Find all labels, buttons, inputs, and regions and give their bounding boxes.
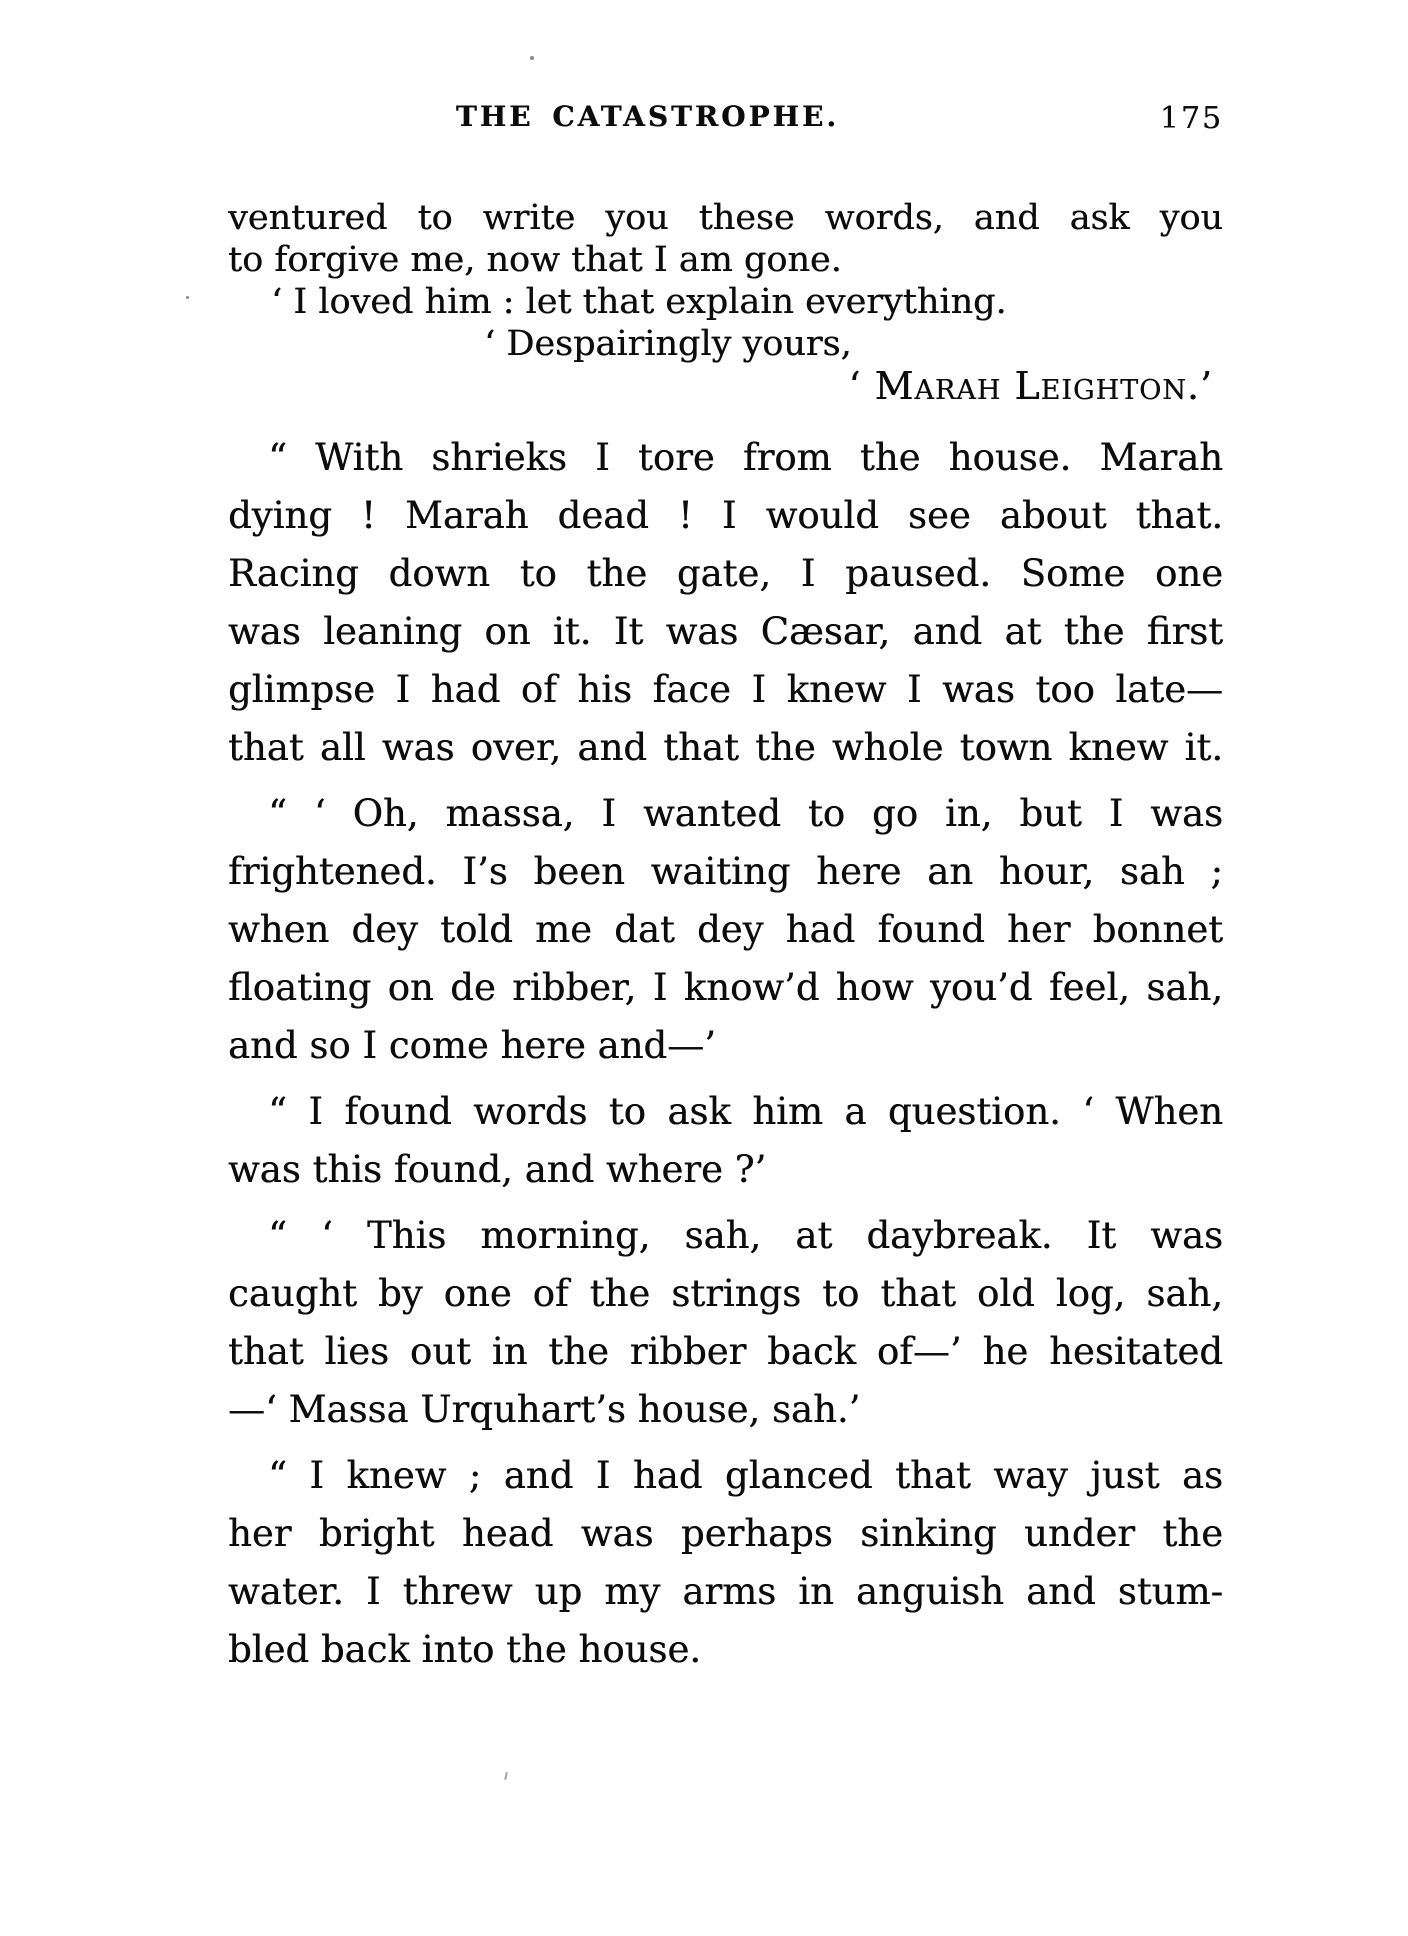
page-text-block (228, 197, 1223, 1679)
paragraph (228, 1207, 1223, 1439)
scan-speck (530, 56, 534, 60)
letter-line: to forgive me, now that I am gone. (228, 240, 842, 280)
text-line: bled back into the house. (228, 1628, 702, 1671)
text-line: frightened. I’s been waiting here an hour, sah ; (228, 850, 1223, 893)
text-line: that lies out in the ribber back of—’ he hesitated (228, 1330, 1223, 1373)
text-line: “ ‘ This morning, sah, at daybreak. It was (268, 1214, 1223, 1257)
running-header (228, 100, 1223, 140)
paragraph (228, 429, 1223, 777)
text-line: glimpse I had of his face I knew I was too late— (228, 668, 1223, 711)
scan-speck (504, 1772, 508, 1780)
letter-closing-block (228, 197, 1223, 407)
text-line: dying ! Marah dead ! I would see about that. (228, 494, 1223, 537)
text-line: was this found, and where ?’ (228, 1148, 767, 1191)
text-line: “ ‘ Oh, massa, I wanted to go in, but I was (268, 792, 1223, 835)
scan-speck (186, 296, 189, 299)
paragraph (228, 1447, 1223, 1679)
chapter-title: THE CATASTROPHE. (455, 100, 840, 133)
text-line: was leaning on it. It was Cæsar, and at the first (228, 610, 1223, 653)
text-line: “ I found words to ask him a question. ‘ When (268, 1090, 1223, 1133)
paragraph (228, 1083, 1223, 1199)
text-line: —‘ Massa Urquhart’s house, sah.’ (228, 1388, 861, 1431)
letter-valediction-line: ‘ Despairingly yours, (484, 324, 852, 364)
text-line: that all was over, and that the whole town knew it. (228, 726, 1223, 769)
text-line: her bright head was perhaps sinking under the (228, 1512, 1223, 1555)
letter-line: ‘ I loved him : let that explain everything. (271, 282, 1007, 322)
text-line: and so I come here and—’ (228, 1024, 716, 1067)
text-line: “ With shrieks I tore from the house. Marah (268, 436, 1223, 479)
text-line: caught by one of the strings to that old log, sah, (228, 1272, 1223, 1315)
letter-signature-line: ‘ Marah Leighton.’ (848, 365, 1213, 407)
text-line: when dey told me dat dey had found her bonnet (228, 908, 1223, 951)
page-number: 175 (1159, 101, 1223, 136)
text-line: floating on de ribber, I know’d how you’d feel, sah, (228, 966, 1223, 1009)
paragraph (228, 785, 1223, 1075)
letter-line: ventured to write you these words, and ask you (228, 198, 1223, 238)
text-line: water. I threw up my arms in anguish and stum- (228, 1570, 1223, 1613)
text-line: Racing down to the gate, I paused. Some one (228, 552, 1223, 595)
text-line: “ I knew ; and I had glanced that way just as (268, 1454, 1223, 1497)
